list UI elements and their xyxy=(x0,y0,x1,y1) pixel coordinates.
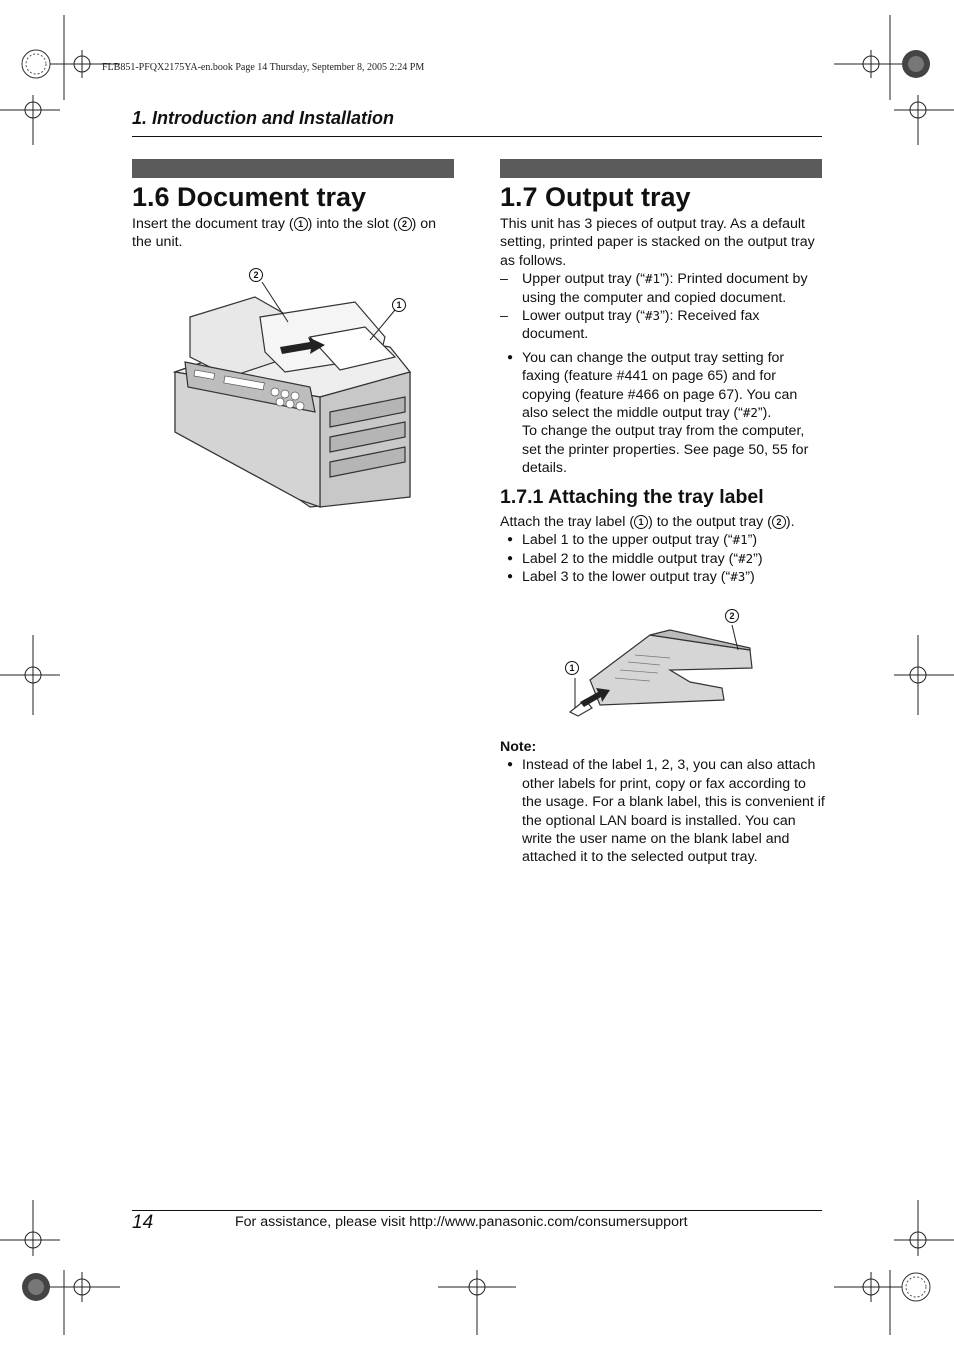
footer-rule xyxy=(132,1210,822,1211)
marker-2: 2 xyxy=(398,217,412,231)
note-label: Note: xyxy=(500,739,537,755)
chapter-title: 1. Introduction and Installation xyxy=(132,108,395,128)
footer-support-text: For assistance, please visit http://www.panasonic.com/consumersupport xyxy=(235,1214,688,1230)
output-tray-body xyxy=(500,215,825,478)
list-item: ● Label 3 to the lower output tray (“#3”) xyxy=(500,568,825,586)
list-item: ● Label 2 to the middle output tray (“#2”) xyxy=(500,550,825,568)
list-item: ● Label 1 to the upper output tray (“#1”) xyxy=(500,531,825,549)
document-tray-instruction: Insert the document tray ( 1 ) into the slot ( 2 ) on the unit. xyxy=(132,216,437,251)
marker-1: 1 xyxy=(294,217,308,231)
list-item: – Lower output tray (“#3”): Received fax document. xyxy=(500,307,825,344)
output-tray-intro: This unit has 3 pieces of output tray. As a default setting, printed paper is stacked on the output tray as follows. xyxy=(500,216,815,269)
page-number: 14 xyxy=(132,1212,154,1233)
section-title-document-tray: 1.6 Document tray xyxy=(132,182,367,212)
tray-label-instruction: Attach the tray label ( 1 ) to the output tray ( 2 ). xyxy=(500,514,795,530)
list-item: ● Instead of the label 1, 2, 3, you can also attach other labels for print, copy or fax according to the usage. For a blank label, this is convenient if the optional LAN board is installed. You can write the user name on the blank label and attached it to the selected output tray. xyxy=(500,756,825,866)
section-title-output-tray: 1.7 Output tray xyxy=(500,182,691,212)
list-item: ● You can change the output tray setting for faxing (feature #441 on page 65) and for copying (feature #466 on page 67). You can also select the middle output tray (“#2”). To change the output tray from the computer, set the printer properties. See page 50, 55 for details. xyxy=(500,349,825,478)
list-item: – Upper output tray (“#1”): Printed document by using the computer and copied document. xyxy=(500,270,825,307)
tray-label-body xyxy=(500,513,825,587)
marker-1: 1 xyxy=(634,515,648,529)
callout-2-document-slot: 2 xyxy=(249,268,263,282)
section-bar-right xyxy=(500,159,822,178)
callout-1-tray-label: 1 xyxy=(565,661,579,675)
note-block xyxy=(500,738,825,867)
callout-1-document-tray: 1 xyxy=(392,298,406,312)
callout-2-output-tray: 2 xyxy=(725,609,739,623)
marker-2: 2 xyxy=(772,515,786,529)
subsection-title-tray-label: 1.7.1 Attaching the tray label xyxy=(500,486,764,508)
header-rule xyxy=(132,136,822,137)
tray-label-illustration xyxy=(560,620,760,730)
print-header: FLB851-PFQX2175YA-en.book Page 14 Thursday, September 8, 2005 2:24 PM xyxy=(102,62,425,73)
section-bar-left xyxy=(132,159,454,178)
fax-machine-illustration xyxy=(170,262,430,512)
